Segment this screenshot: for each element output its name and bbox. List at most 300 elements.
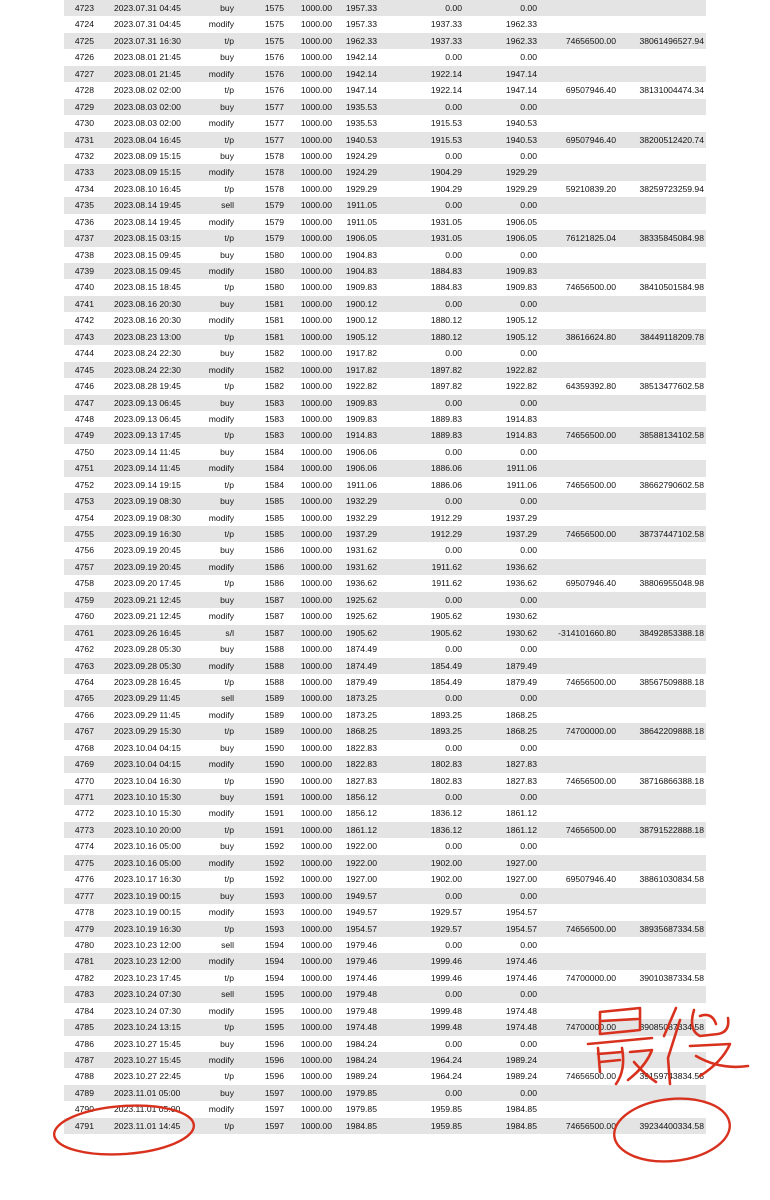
size-cell: 1000.00: [300, 298, 332, 309]
stop-loss-cell: 0.00: [445, 693, 462, 704]
row-number-cell: 4745: [74, 364, 94, 375]
type-cell: t/p: [224, 134, 234, 145]
order-cell: 1586: [264, 561, 284, 572]
datetime-cell: 2023.09.29 15:30: [114, 726, 181, 737]
datetime-cell: 2023.08.23 13:00: [114, 331, 181, 342]
row-number-cell: 4752: [74, 479, 94, 490]
order-cell: 1580: [264, 266, 284, 276]
order-cell: 1585: [264, 529, 284, 539]
price-cell: 1979.85: [345, 1087, 377, 1098]
size-cell: 1000.00: [300, 233, 332, 244]
take-profit-cell: 1827.83: [505, 775, 537, 786]
stop-loss-cell: 1905.62: [430, 611, 462, 622]
row-number-cell: 4748: [74, 413, 94, 424]
take-profit-cell: 0.00: [520, 939, 537, 950]
datetime-cell: 2023.08.16 20:30: [114, 315, 181, 326]
take-profit-cell: 0.00: [520, 249, 537, 260]
type-cell: buy: [220, 101, 234, 112]
stop-loss-cell: 1854.49: [430, 676, 462, 687]
table-row: [64, 1085, 706, 1101]
price-cell: 1822.83: [345, 759, 377, 770]
table-row: [64, 132, 706, 148]
datetime-cell: 2023.08.02 02:00: [114, 85, 181, 96]
type-cell: buy: [220, 792, 234, 802]
row-number-cell: 4770: [74, 775, 94, 786]
price-cell: 1989.24: [345, 1071, 377, 1082]
size-cell: 1000.00: [300, 1104, 332, 1115]
take-profit-cell: 1962.33: [505, 19, 537, 30]
row-number-cell: 4749: [74, 430, 94, 441]
take-profit-cell: 1947.14: [505, 85, 537, 96]
take-profit-cell: 1906.05: [505, 216, 537, 227]
size-cell: 1000.00: [300, 857, 332, 868]
datetime-cell: 2023.11.01 14:45: [114, 1120, 181, 1131]
datetime-cell: 2023.09.26 16:45: [114, 627, 181, 638]
order-cell: 1591: [264, 824, 284, 835]
stop-loss-cell: 0.00: [445, 594, 462, 605]
order-cell: 1582: [264, 348, 284, 359]
row-number-cell: 4767: [74, 726, 94, 737]
profit-cell: 64359392.80: [565, 381, 616, 392]
row-number-cell: 4765: [74, 693, 94, 704]
row-number-cell: 4758: [74, 578, 94, 589]
take-profit-cell: 1930.62: [505, 627, 537, 638]
row-number-cell: 4732: [74, 150, 94, 161]
price-cell: 1962.33: [345, 35, 377, 46]
row-number-cell: 4753: [74, 496, 94, 507]
order-cell: 1589: [264, 693, 284, 704]
order-cell: 1587: [264, 611, 284, 622]
size-cell: 1000.00: [300, 709, 332, 720]
datetime-cell: 2023.09.29 11:45: [114, 709, 181, 720]
type-cell: modify: [208, 561, 234, 572]
row-number-cell: 4762: [74, 644, 94, 655]
take-profit-cell: 1927.00: [505, 857, 537, 868]
datetime-cell: 2023.08.16 20:30: [114, 298, 181, 309]
stop-loss-cell: 0.00: [445, 841, 462, 852]
order-cell: 1594: [264, 939, 284, 950]
take-profit-cell: 1911.06: [506, 463, 537, 474]
price-cell: 1932.29: [345, 496, 377, 507]
datetime-cell: 2023.08.09 15:15: [114, 150, 181, 161]
trade-history-table: [64, 0, 706, 1134]
take-profit-cell: 0.00: [520, 742, 537, 753]
price-cell: 1974.48: [345, 1022, 377, 1033]
order-cell: 1578: [264, 150, 284, 161]
type-cell: buy: [220, 397, 234, 408]
take-profit-cell: 0.00: [520, 792, 537, 802]
datetime-cell: 2023.09.13 06:45: [114, 413, 181, 424]
price-cell: 1917.82: [345, 364, 377, 375]
take-profit-cell: 1914.83: [505, 413, 537, 424]
stop-loss-cell: 0.00: [445, 348, 462, 359]
row-number-cell: 4790: [74, 1104, 94, 1115]
size-cell: 1000.00: [300, 759, 332, 770]
type-cell: modify: [208, 907, 234, 918]
balance-cell: 38737447102.58: [639, 529, 704, 539]
profit-cell: 74656500.00: [565, 1071, 616, 1082]
price-cell: 1911.05: [346, 200, 377, 211]
row-number-cell: 4742: [74, 315, 94, 326]
take-profit-cell: 1906.05: [505, 233, 537, 244]
datetime-cell: 2023.08.24 22:30: [114, 364, 181, 375]
row-number-cell: 4766: [74, 709, 94, 720]
type-cell: modify: [208, 266, 234, 276]
table-row: [64, 296, 706, 312]
price-cell: 1873.25: [345, 709, 377, 720]
datetime-cell: 2023.11.01 05:00: [114, 1087, 181, 1098]
stop-loss-cell: 1897.82: [430, 364, 462, 375]
stop-loss-cell: 1959.85: [430, 1104, 462, 1115]
type-cell: modify: [208, 1055, 234, 1065]
take-profit-cell: 1861.12: [505, 824, 537, 835]
stop-loss-cell: 1915.53: [430, 134, 462, 145]
price-cell: 1874.49: [345, 644, 377, 655]
type-cell: buy: [220, 644, 234, 655]
table-row: [64, 263, 706, 279]
size-cell: 1000.00: [300, 1087, 332, 1098]
take-profit-cell: 0.00: [520, 496, 537, 507]
order-cell: 1593: [264, 890, 284, 901]
size-cell: 1000.00: [300, 1120, 332, 1131]
datetime-cell: 2023.09.19 16:30: [114, 529, 181, 539]
stop-loss-cell: 1884.83: [430, 266, 462, 276]
price-cell: 1868.25: [345, 726, 377, 737]
size-cell: 1000.00: [300, 1005, 332, 1016]
stop-loss-cell: 0.00: [445, 742, 462, 753]
price-cell: 1906.05: [345, 233, 377, 244]
take-profit-cell: 1868.25: [505, 709, 537, 720]
type-cell: modify: [208, 118, 234, 129]
type-cell: buy: [220, 496, 234, 507]
balance-cell: 38791522888.18: [639, 824, 704, 835]
price-cell: 1914.83: [345, 430, 377, 441]
stop-loss-cell: 0.00: [445, 200, 462, 211]
price-cell: 1873.25: [345, 693, 377, 704]
stop-loss-cell: 0.00: [445, 397, 462, 408]
take-profit-cell: 0.00: [520, 989, 537, 1000]
stop-loss-cell: 1889.83: [430, 413, 462, 424]
take-profit-cell: 1936.62: [505, 561, 537, 572]
take-profit-cell: 1989.24: [505, 1055, 537, 1065]
datetime-cell: 2023.08.01 21:45: [114, 52, 181, 63]
type-cell: modify: [208, 759, 234, 770]
price-cell: 1984.24: [345, 1038, 377, 1049]
size-cell: 1000.00: [300, 956, 332, 967]
table-row: [64, 66, 706, 82]
size-cell: 1000.00: [300, 594, 332, 605]
take-profit-cell: 1905.12: [505, 315, 537, 326]
take-profit-cell: 1984.85: [505, 1120, 537, 1131]
size-cell: 1000.00: [300, 1038, 332, 1049]
size-cell: 1000.00: [300, 824, 332, 835]
datetime-cell: 2023.10.16 05:00: [114, 841, 181, 852]
take-profit-cell: 1909.83: [505, 266, 537, 276]
type-cell: t/p: [224, 1120, 234, 1131]
balance-cell: 38410501584.98: [639, 282, 704, 293]
price-cell: 1911.05: [346, 216, 377, 227]
table-row: [64, 641, 706, 657]
size-cell: 1000.00: [300, 742, 332, 753]
table-row: [64, 164, 706, 180]
stop-loss-cell: 1905.62: [430, 627, 462, 638]
order-cell: 1588: [264, 660, 284, 671]
profit-cell: 74656500.00: [565, 1120, 616, 1131]
type-cell: buy: [220, 841, 234, 852]
stop-loss-cell: 1902.00: [430, 857, 462, 868]
take-profit-cell: 1937.29: [505, 529, 537, 539]
price-cell: 1942.14: [345, 68, 377, 79]
price-cell: 1904.83: [345, 266, 377, 276]
row-number-cell: 4757: [74, 561, 94, 572]
datetime-cell: 2023.10.10 15:30: [114, 808, 181, 819]
size-cell: 1000.00: [300, 972, 332, 983]
price-cell: 1931.62: [345, 561, 377, 572]
take-profit-cell: 1974.46: [505, 956, 537, 967]
row-number-cell: 4773: [74, 824, 94, 835]
datetime-cell: 2023.10.27 22:45: [114, 1071, 181, 1082]
stop-loss-cell: 0.00: [445, 792, 462, 802]
price-cell: 1931.62: [345, 545, 377, 556]
datetime-cell: 2023.10.24 07:30: [114, 989, 181, 1000]
price-cell: 1922.82: [345, 381, 377, 392]
order-cell: 1590: [264, 775, 284, 786]
stop-loss-cell: 1904.29: [430, 183, 462, 194]
datetime-cell: 2023.11.01 05:00: [114, 1104, 181, 1115]
stop-loss-cell: 1931.05: [430, 233, 462, 244]
order-cell: 1597: [264, 1120, 284, 1131]
row-number-cell: 4788: [74, 1071, 94, 1082]
row-number-cell: 4735: [74, 200, 94, 211]
table-row: [64, 197, 706, 213]
stop-loss-cell: 0.00: [445, 1038, 462, 1049]
profit-cell: 74700000.00: [565, 1022, 616, 1033]
table-row: [64, 1019, 706, 1035]
balance-cell: 38335845084.98: [639, 233, 704, 244]
size-cell: 1000.00: [300, 578, 332, 589]
price-cell: 1957.33: [345, 19, 377, 30]
profit-cell: 74656500.00: [565, 676, 616, 687]
order-cell: 1581: [264, 298, 284, 309]
take-profit-cell: 0.00: [520, 52, 537, 63]
stop-loss-cell: 1911.62: [431, 561, 462, 572]
price-cell: 1856.12: [345, 808, 377, 819]
size-cell: 1000.00: [300, 315, 332, 326]
stop-loss-cell: 0.00: [445, 150, 462, 161]
datetime-cell: 2023.09.19 20:45: [114, 561, 181, 572]
row-number-cell: 4733: [74, 167, 94, 178]
size-cell: 1000.00: [300, 792, 332, 802]
order-cell: 1594: [264, 956, 284, 967]
take-profit-cell: 1974.48: [505, 1022, 537, 1033]
price-cell: 1879.49: [345, 676, 377, 687]
datetime-cell: 2023.08.28 19:45: [114, 381, 181, 392]
order-cell: 1585: [264, 512, 284, 523]
take-profit-cell: 1989.24: [505, 1071, 537, 1082]
size-cell: 1000.00: [300, 1055, 332, 1065]
price-cell: 1905.12: [345, 331, 377, 342]
price-cell: 1935.53: [345, 101, 377, 112]
table-row: [64, 904, 706, 920]
table-row: [64, 953, 706, 969]
type-cell: buy: [220, 890, 234, 901]
type-cell: buy: [220, 52, 234, 63]
table-row: [64, 592, 706, 608]
type-cell: modify: [208, 315, 234, 326]
take-profit-cell: 1929.29: [505, 183, 537, 194]
profit-cell: 74656500.00: [565, 35, 616, 46]
profit-cell: 74656500.00: [565, 479, 616, 490]
stop-loss-cell: 1884.83: [430, 282, 462, 293]
table-row: [64, 575, 706, 591]
datetime-cell: 2023.10.27 15:45: [114, 1055, 181, 1065]
datetime-cell: 2023.08.03 02:00: [114, 118, 181, 129]
price-cell: 1900.12: [345, 315, 377, 326]
row-number-cell: 4786: [74, 1038, 94, 1049]
type-cell: buy: [220, 3, 234, 13]
row-number-cell: 4768: [74, 742, 94, 753]
row-number-cell: 4737: [74, 233, 94, 244]
size-cell: 1000.00: [300, 939, 332, 950]
order-cell: 1597: [264, 1087, 284, 1098]
datetime-cell: 2023.09.14 11:45: [114, 463, 181, 474]
stop-loss-cell: 1893.25: [430, 726, 462, 737]
size-cell: 1000.00: [300, 200, 332, 211]
datetime-cell: 2023.10.23 12:00: [114, 956, 181, 967]
price-cell: 1929.29: [345, 183, 377, 194]
row-number-cell: 4785: [74, 1022, 94, 1033]
type-cell: buy: [220, 594, 234, 605]
order-cell: 1585: [264, 496, 284, 507]
type-cell: t/p: [224, 676, 234, 687]
size-cell: 1000.00: [300, 381, 332, 392]
datetime-cell: 2023.08.15 18:45: [114, 282, 181, 293]
size-cell: 1000.00: [300, 561, 332, 572]
order-cell: 1576: [264, 52, 284, 63]
table-row: [64, 658, 706, 674]
size-cell: 1000.00: [300, 266, 332, 276]
table-row: [64, 247, 706, 263]
stop-loss-cell: 1964.24: [430, 1071, 462, 1082]
profit-cell: 74656500.00: [565, 824, 616, 835]
size-cell: 1000.00: [300, 3, 332, 13]
type-cell: modify: [208, 1005, 234, 1016]
take-profit-cell: 0.00: [520, 594, 537, 605]
order-cell: 1590: [264, 759, 284, 770]
take-profit-cell: 0.00: [520, 446, 537, 457]
order-cell: 1576: [264, 85, 284, 96]
profit-cell: -314101660.80: [558, 627, 616, 638]
datetime-cell: 2023.08.09 15:15: [114, 167, 181, 178]
row-number-cell: 4780: [74, 939, 94, 950]
stop-loss-cell: 1964.24: [430, 1055, 462, 1065]
row-number-cell: 4738: [74, 249, 94, 260]
size-cell: 1000.00: [300, 545, 332, 556]
profit-cell: 74700000.00: [565, 726, 616, 737]
stop-loss-cell: 0.00: [445, 989, 462, 1000]
price-cell: 1905.62: [345, 627, 377, 638]
datetime-cell: 2023.09.13 17:45: [114, 430, 181, 441]
table-row: [64, 427, 706, 443]
type-cell: modify: [208, 19, 234, 30]
table-row: [64, 855, 706, 871]
stop-loss-cell: 1999.48: [430, 1022, 462, 1033]
balance-cell: 38567509888.18: [639, 676, 704, 687]
row-number-cell: 4771: [74, 792, 94, 802]
take-profit-cell: 0.00: [520, 150, 537, 161]
row-number-cell: 4789: [74, 1087, 94, 1098]
balance-cell: 38716866388.18: [639, 775, 704, 786]
type-cell: t/p: [224, 233, 234, 244]
row-number-cell: 4782: [74, 972, 94, 983]
row-number-cell: 4784: [74, 1005, 94, 1016]
size-cell: 1000.00: [300, 134, 332, 145]
size-cell: 1000.00: [300, 216, 332, 227]
order-cell: 1583: [264, 397, 284, 408]
price-cell: 1979.48: [345, 989, 377, 1000]
row-number-cell: 4726: [74, 52, 94, 63]
datetime-cell: 2023.10.24 07:30: [114, 1005, 181, 1016]
table-row: [64, 444, 706, 460]
stop-loss-cell: 1893.25: [430, 709, 462, 720]
stop-loss-cell: 1929.57: [430, 907, 462, 918]
row-number-cell: 4724: [74, 19, 94, 30]
stop-loss-cell: 0.00: [445, 249, 462, 260]
datetime-cell: 2023.08.03 02:00: [114, 101, 181, 112]
order-cell: 1579: [264, 216, 284, 227]
row-number-cell: 4734: [74, 183, 94, 194]
table-row: [64, 625, 706, 641]
price-cell: 1949.57: [345, 890, 377, 901]
datetime-cell: 2023.08.15 03:15: [114, 233, 181, 244]
profit-cell: 69507946.40: [565, 85, 616, 96]
table-row: [64, 411, 706, 427]
datetime-cell: 2023.07.31 16:30: [114, 35, 181, 46]
type-cell: t/p: [224, 1022, 234, 1033]
stop-loss-cell: 1836.12: [430, 808, 462, 819]
balance-cell: 38200512420.74: [639, 134, 704, 145]
balance-cell: 38861030834.58: [639, 874, 704, 885]
profit-cell: 74700000.00: [565, 972, 616, 983]
stop-loss-cell: 1880.12: [430, 331, 462, 342]
size-cell: 1000.00: [300, 923, 332, 934]
price-cell: 1957.33: [345, 3, 377, 13]
size-cell: 1000.00: [300, 85, 332, 96]
stop-loss-cell: 1836.12: [430, 824, 462, 835]
size-cell: 1000.00: [300, 529, 332, 539]
row-number-cell: 4754: [74, 512, 94, 523]
datetime-cell: 2023.09.14 19:15: [114, 479, 181, 490]
size-cell: 1000.00: [300, 282, 332, 293]
price-cell: 1856.12: [345, 792, 377, 802]
size-cell: 1000.00: [300, 19, 332, 30]
order-cell: 1577: [264, 101, 284, 112]
order-cell: 1579: [264, 200, 284, 211]
table-row: [64, 773, 706, 789]
datetime-cell: 2023.09.19 20:45: [114, 545, 181, 556]
order-cell: 1582: [264, 364, 284, 375]
take-profit-cell: 0.00: [520, 841, 537, 852]
datetime-cell: 2023.08.01 21:45: [114, 68, 181, 79]
table-row: [64, 230, 706, 246]
datetime-cell: 2023.10.19 00:15: [114, 907, 181, 918]
table-row: [64, 329, 706, 345]
take-profit-cell: 0.00: [520, 397, 537, 408]
profit-cell: 69507946.40: [565, 578, 616, 589]
order-cell: 1591: [264, 792, 284, 802]
price-cell: 1932.29: [345, 512, 377, 523]
datetime-cell: 2023.10.23 12:00: [114, 939, 181, 950]
